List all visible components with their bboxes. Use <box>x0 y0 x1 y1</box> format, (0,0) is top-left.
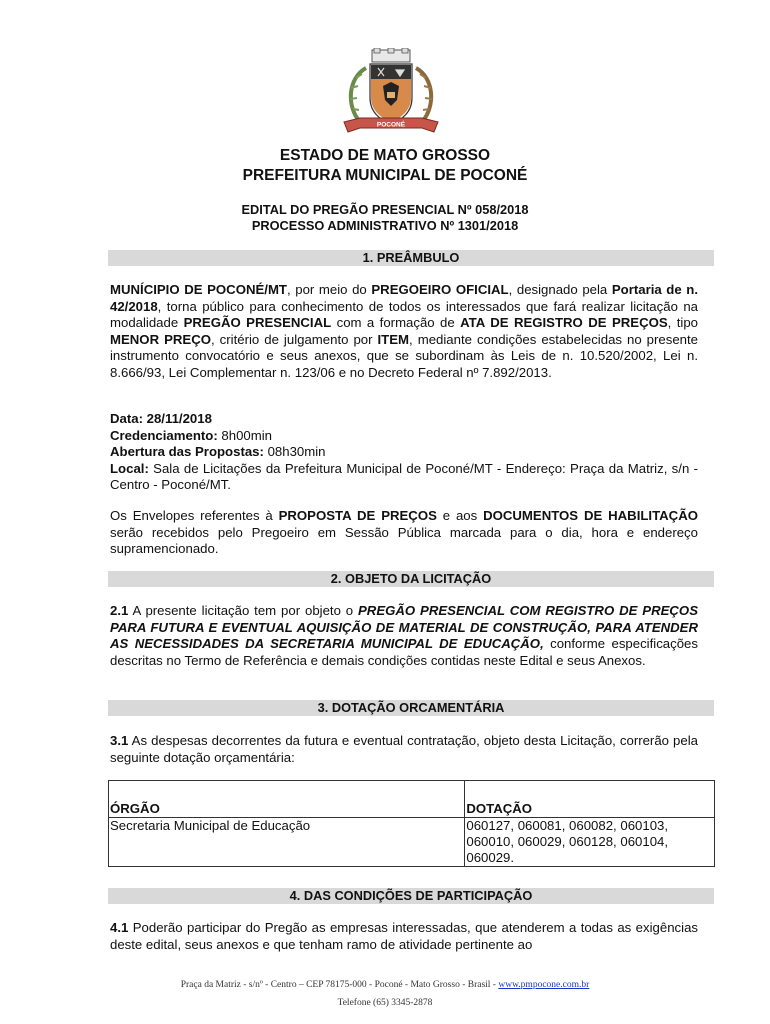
pregoeiro-label: PREGOEIRO OFICIAL <box>371 282 509 297</box>
modalidade: PREGÃO PRESENCIAL <box>183 315 332 330</box>
header-dotacao: DOTAÇÃO <box>465 781 715 818</box>
session-info <box>110 411 698 494</box>
clause-number: 2.1 <box>110 603 129 618</box>
text-run: conforme especificações descritas no Termo de Referência e demais condições contidas neste Edital e seus Anexos. <box>110 636 698 668</box>
abertura-value: 08h30min <box>263 444 326 459</box>
tipo-menor-preco: MENOR PREÇO <box>110 331 211 347</box>
dotacao-paragraph <box>110 733 698 766</box>
section-heading-dotacao: 3. DOTAÇÃO ORCAMENTÁRIA <box>108 700 714 716</box>
text-run: serão recebidos pelo Pregoeiro em Sessão Pública marcada para o dia, hora e endereço supramencionado. <box>110 524 698 556</box>
text-run: com a formação de <box>331 315 461 330</box>
prefecture-title: PREFEITURA MUNICIPAL DE POCONÉ <box>242 167 528 184</box>
text-run: , designado pela <box>508 282 612 297</box>
municipio-name: MUNÍCIPIO DE POCONÉ/MT <box>110 282 287 297</box>
participacao-paragraph <box>110 920 698 953</box>
habilitacao-label: DOCUMENTOS DE HABILITAÇÃO <box>483 508 698 523</box>
dotacao-table <box>108 780 715 867</box>
criterio-item: ITEM <box>377 331 410 347</box>
table-header-row <box>109 781 715 818</box>
cell-dotacao <box>465 818 715 867</box>
local-line <box>110 461 698 494</box>
cred-value: 8h00min <box>217 427 272 443</box>
abertura-label: Abertura das Propostas: <box>110 444 264 459</box>
dotacao-line: 060127, 060081, 060082, 060103, <box>466 818 669 833</box>
portaria-ref: Portaria de n. 42/2018 <box>110 282 699 314</box>
text-run: Poderão participar do Pregão as empresas interessadas, que atenderem a todas as exigências deste edital, seus anexos e que tenham ramo de atividade pertinente ao <box>110 920 698 952</box>
abertura-line <box>110 444 698 461</box>
ata-registro: ATA DE REGISTRO DE PREÇOS <box>460 315 668 330</box>
cell-orgao: Secretaria Municipal de Educação <box>109 818 465 867</box>
cred-label: Credenciamento: <box>110 427 218 443</box>
section-heading-objeto: 2. OBJETO DA LICITAÇÃO <box>108 571 714 587</box>
clause-number: 3.1 <box>110 733 129 748</box>
objeto-description: PREGÃO PRESENCIAL COM REGISTRO DE PREÇOS PARA FUTURA E EVENTUAL AQUISIÇÃO DE MATERIAL DE CONSTRUÇÃO, PARA ATENDER AS NECESSIDADES DA SECRETARIA MUNICIPAL DE EDUCAÇÃO, <box>110 603 698 651</box>
text-run: e aos <box>436 508 484 523</box>
dotacao-line: 060010, 060029, 060128, 060104, <box>466 834 669 849</box>
address-text: Praça da Matriz - s/nº - Centro – CEP 78175-000 - Poconé - Mato Grosso - Brasil - <box>180 980 499 990</box>
envelopes-paragraph <box>110 508 698 558</box>
proposta-label: PROPOSTA DE PREÇOS <box>278 508 437 523</box>
crest-ribbon-text: POCONÉ <box>376 121 406 129</box>
local-value: Sala de Licitações da Prefeitura Municipal de Poconé/MT - Endereço: Praça da Matriz, s/n - Centro - Poconé/MT. <box>110 460 698 492</box>
objeto-paragraph <box>110 603 698 669</box>
text-run: Os Envelopes referentes à <box>110 508 279 523</box>
processo-number: PROCESSO ADMINISTRATIVO Nº 1301/2018 <box>251 218 519 233</box>
text-run: , critério de julgamento por <box>211 331 378 347</box>
date-text: Data: 28/11/2018 <box>110 411 212 426</box>
credenciamento-line <box>110 428 698 445</box>
municipal-crest-icon <box>338 48 444 140</box>
section-heading-preambulo: 1. PREÂMBULO <box>108 250 714 266</box>
session-date <box>110 411 698 428</box>
text-run: As despesas decorrentes da futura e eventual contratação, objeto desta Licitação, correrão pela seguinte dotação orçamentária: <box>110 733 698 765</box>
text-run: , tipo <box>667 315 698 330</box>
text-run: , torna público para conhecimento de todos os interessados que fará realizar licitação na modalidade <box>110 298 698 330</box>
clause-number: 4.1 <box>110 920 129 935</box>
preambulo-paragraph <box>110 282 698 381</box>
section-heading-participacao: 4. DAS CONDIÇÕES DE PARTICIPAÇÃO <box>108 888 714 904</box>
state-title: ESTADO DE MATO GROSSO <box>279 147 491 164</box>
edital-number: EDITAL DO PREGÃO PRESENCIAL Nº 058/2018 <box>241 202 529 217</box>
footer-address <box>0 980 770 990</box>
header-orgao: ÓRGÃO <box>109 781 465 818</box>
dotacao-line: 060029. <box>466 850 515 865</box>
website-link[interactable]: www.pmpocone.com.br <box>498 980 590 990</box>
text-run: A presente licitação tem por objeto o <box>128 603 359 618</box>
table-row <box>109 818 715 867</box>
text-run: , mediante condições estabelecidas no presente instrumento convocatório e seus anexos, que se subordinam às Leis de n. 10.520/2002, Lei n. 8.666/93, Lei Complementar n. 123/06 e no Decreto Federal nº 7.892/2013. <box>110 331 698 380</box>
footer-phone: Telefone (65) 3345-2878 <box>337 998 433 1008</box>
text-run: , por meio do <box>286 282 372 297</box>
local-label: Local: <box>110 460 149 476</box>
